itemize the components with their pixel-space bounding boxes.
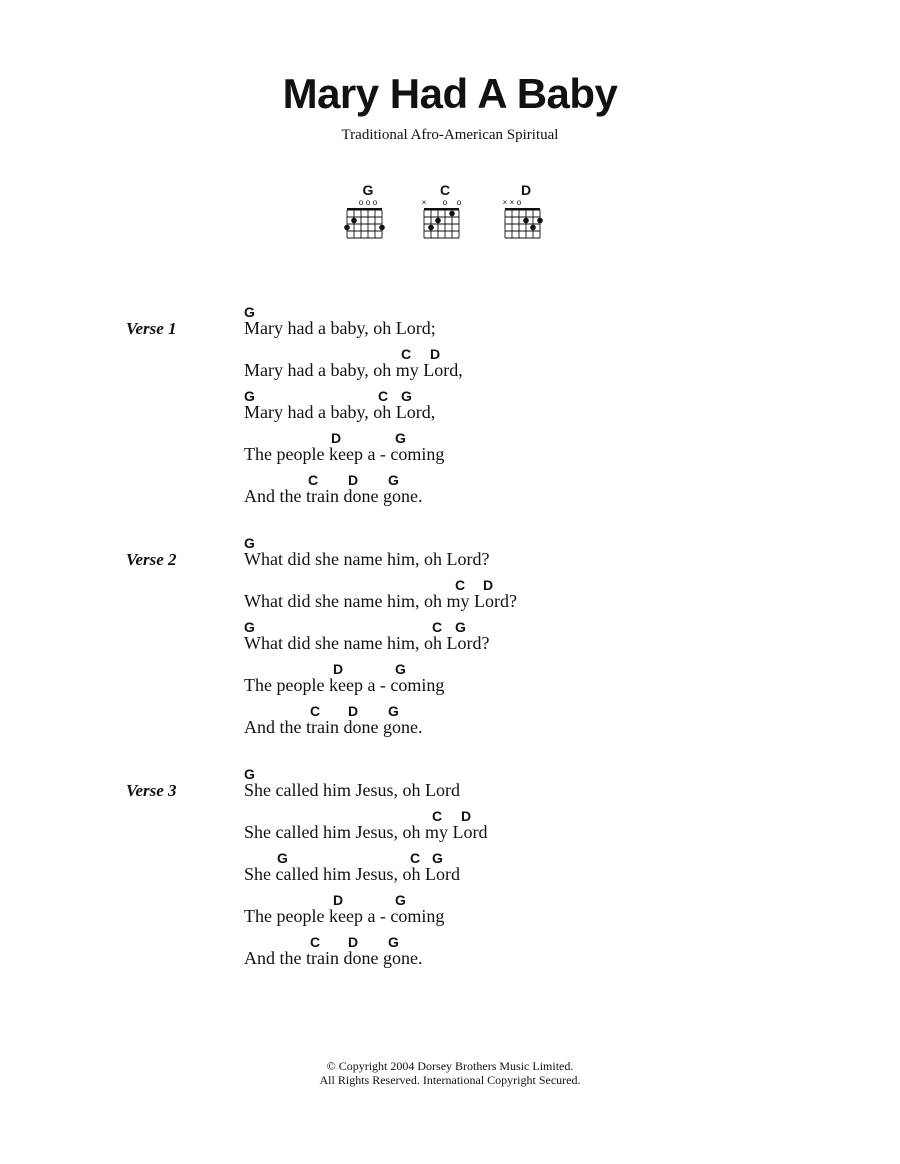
chord-grid-d (496, 200, 556, 244)
lyric-line: She called him Jesus, oh Lord (244, 864, 460, 884)
chord-symbol: G (455, 619, 466, 635)
svg-text:o: o (365, 200, 371, 207)
chord-symbol: G (244, 535, 255, 551)
song-line (244, 850, 844, 892)
copyright-notice (0, 1059, 900, 1087)
svg-text:o: o (456, 200, 462, 207)
song-line (244, 472, 844, 514)
chord-symbol: C (432, 619, 443, 635)
chord-symbol: G (395, 892, 406, 908)
chord-symbol: D (333, 661, 344, 677)
chord-symbol: C (410, 850, 421, 866)
song-line (244, 304, 844, 346)
chord-symbol: D (430, 346, 441, 362)
lyric-line: And the train done gone. (244, 948, 423, 968)
song-line (244, 892, 844, 934)
chord-symbol: D (331, 430, 342, 446)
song-subtitle: Traditional Afro-American Spiritual (341, 127, 559, 143)
chord-symbol: C (308, 472, 319, 488)
chord-symbol: D (333, 892, 344, 908)
chord-symbol: G (432, 850, 443, 866)
lyric-line: The people keep a - coming (244, 444, 445, 464)
svg-text:×: × (502, 200, 508, 207)
chord-symbol: C (310, 934, 321, 950)
chord-diagram-name: D (520, 182, 532, 198)
song-line (244, 766, 844, 808)
chord-symbol: C (378, 388, 389, 404)
chord-symbol: C (455, 577, 466, 593)
lyric-line: She called him Jesus, oh Lord (244, 780, 460, 800)
chord-diagram-g (338, 182, 398, 244)
song-line (244, 430, 844, 472)
song-line (244, 661, 844, 703)
chord-symbol: C (401, 346, 412, 362)
chord-symbol: G (244, 304, 255, 320)
chord-grid-g (338, 200, 398, 244)
lyric-line: What did she name him, oh Lord? (244, 549, 490, 569)
song-line (244, 808, 844, 850)
lyric-line: Mary had a baby, oh Lord, (244, 402, 436, 422)
song-line (244, 346, 844, 388)
song-title: Mary Had A Baby (282, 70, 618, 117)
chord-diagram-c (415, 182, 475, 244)
song-line (244, 535, 844, 577)
chord-diagram-name: C (439, 182, 451, 198)
lyric-line: Mary had a baby, oh Lord; (244, 318, 436, 338)
chord-symbol: C (432, 808, 443, 824)
chord-symbol: G (388, 934, 399, 950)
verse-label: Verse 1 (126, 319, 177, 338)
chord-symbol: D (348, 703, 359, 719)
lyric-line: What did she name him, oh Lord? (244, 633, 490, 653)
chord-symbol: G (401, 388, 412, 404)
chord-symbol: G (395, 661, 406, 677)
svg-text:o: o (358, 200, 364, 207)
lyric-line: She called him Jesus, oh my Lord (244, 822, 488, 842)
rights-line: All Rights Reserved. International Copyright Secured. (319, 1073, 581, 1087)
song-line (244, 388, 844, 430)
chord-symbol: G (395, 430, 406, 446)
chord-symbol: C (310, 703, 321, 719)
chord-symbol: D (348, 934, 359, 950)
lyric-line: And the train done gone. (244, 486, 423, 506)
svg-text:×: × (509, 200, 515, 207)
chord-symbol: D (348, 472, 359, 488)
chord-symbol: G (277, 850, 288, 866)
copyright-line: © Copyright 2004 Dorsey Brothers Music Limited. (326, 1059, 574, 1073)
lyric-line: Mary had a baby, oh my Lord, (244, 360, 463, 380)
chord-symbol: G (244, 388, 255, 404)
chord-symbol: G (244, 619, 255, 635)
chord-symbol: D (461, 808, 472, 824)
svg-text:o: o (442, 200, 448, 207)
svg-text:×: × (421, 200, 427, 207)
svg-text:o: o (516, 200, 522, 207)
song-line (244, 577, 844, 619)
chord-symbol: G (388, 703, 399, 719)
chord-symbol: G (244, 766, 255, 782)
verse-label: Verse 2 (126, 550, 177, 569)
chord-grid-c (415, 200, 475, 244)
lyric-line: And the train done gone. (244, 717, 423, 737)
lyric-line: The people keep a - coming (244, 906, 445, 926)
chord-symbol: G (388, 472, 399, 488)
lyric-line: The people keep a - coming (244, 675, 445, 695)
chord-symbol: D (483, 577, 494, 593)
chord-diagram-name: G (362, 182, 374, 198)
song-line (244, 703, 844, 745)
chord-diagram-d (496, 182, 556, 244)
song-line (244, 934, 844, 976)
verse-label: Verse 3 (126, 781, 177, 800)
song-line (244, 619, 844, 661)
lyric-line: What did she name him, oh my Lord? (244, 591, 517, 611)
svg-text:o: o (372, 200, 378, 207)
